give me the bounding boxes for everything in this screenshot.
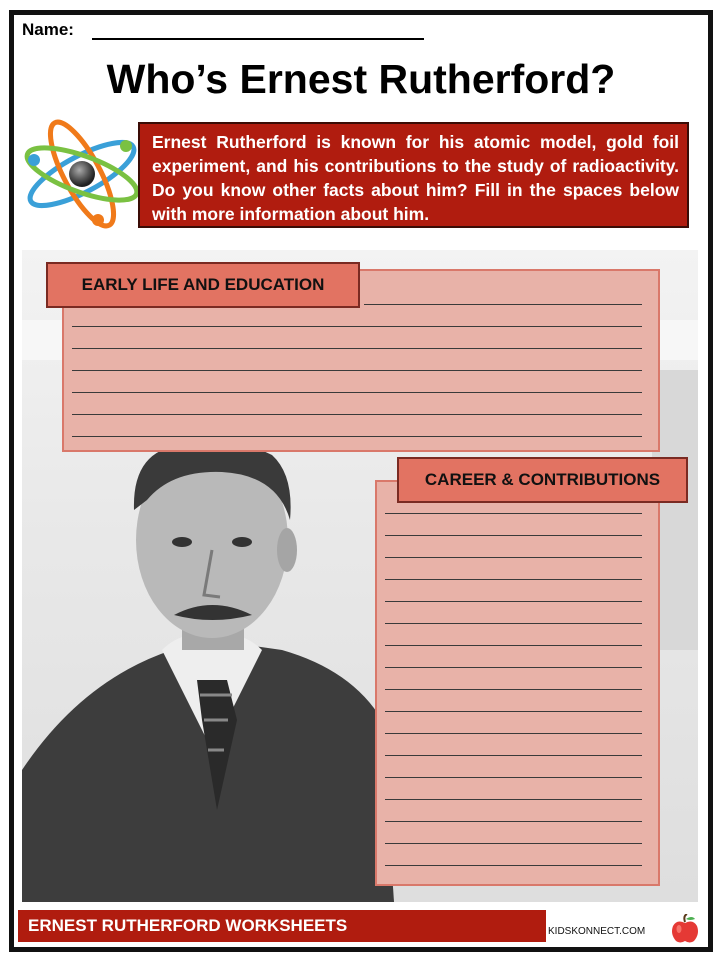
early-life-heading: EARLY LIFE AND EDUCATION [46, 262, 360, 308]
footer-site: KIDSKONNECT.COM [548, 926, 646, 937]
apple-logo-icon [669, 914, 701, 944]
writing-line[interactable] [385, 843, 642, 844]
writing-line[interactable] [72, 436, 642, 437]
name-input-line[interactable] [92, 38, 424, 40]
writing-line[interactable] [385, 821, 642, 822]
writing-line[interactable] [385, 755, 642, 756]
writing-line[interactable] [385, 777, 642, 778]
page-title: Who’s Ernest Rutherford? [106, 56, 616, 102]
writing-line[interactable] [385, 557, 642, 558]
intro-text: Ernest Rutherford is known for his atomic model, gold foil experiment, and his contributions to the study of radioactivity. Do you know other facts about him? Fill in the spaces below with more information about him. [138, 122, 689, 228]
writing-line[interactable] [72, 392, 642, 393]
writing-line[interactable] [72, 414, 642, 415]
writing-line[interactable] [72, 348, 642, 349]
writing-line[interactable] [385, 535, 642, 536]
writing-line[interactable] [385, 623, 642, 624]
writing-line[interactable] [385, 579, 642, 580]
footer-title: ERNEST RUTHERFORD WORKSHEETS [18, 910, 546, 942]
writing-line[interactable] [385, 733, 642, 734]
career-panel [375, 480, 660, 886]
writing-line[interactable] [385, 601, 642, 602]
writing-line[interactable] [364, 304, 642, 305]
writing-line[interactable] [385, 645, 642, 646]
writing-line[interactable] [385, 711, 642, 712]
writing-line[interactable] [385, 513, 642, 514]
writing-line[interactable] [72, 326, 642, 327]
writing-line[interactable] [72, 370, 642, 371]
writing-line[interactable] [385, 799, 642, 800]
career-heading: CAREER & CONTRIBUTIONS [397, 457, 688, 503]
writing-line[interactable] [385, 667, 642, 668]
writing-line[interactable] [385, 865, 642, 866]
name-label: Name: [22, 20, 74, 39]
writing-line[interactable] [385, 689, 642, 690]
atom-icon [22, 108, 142, 238]
